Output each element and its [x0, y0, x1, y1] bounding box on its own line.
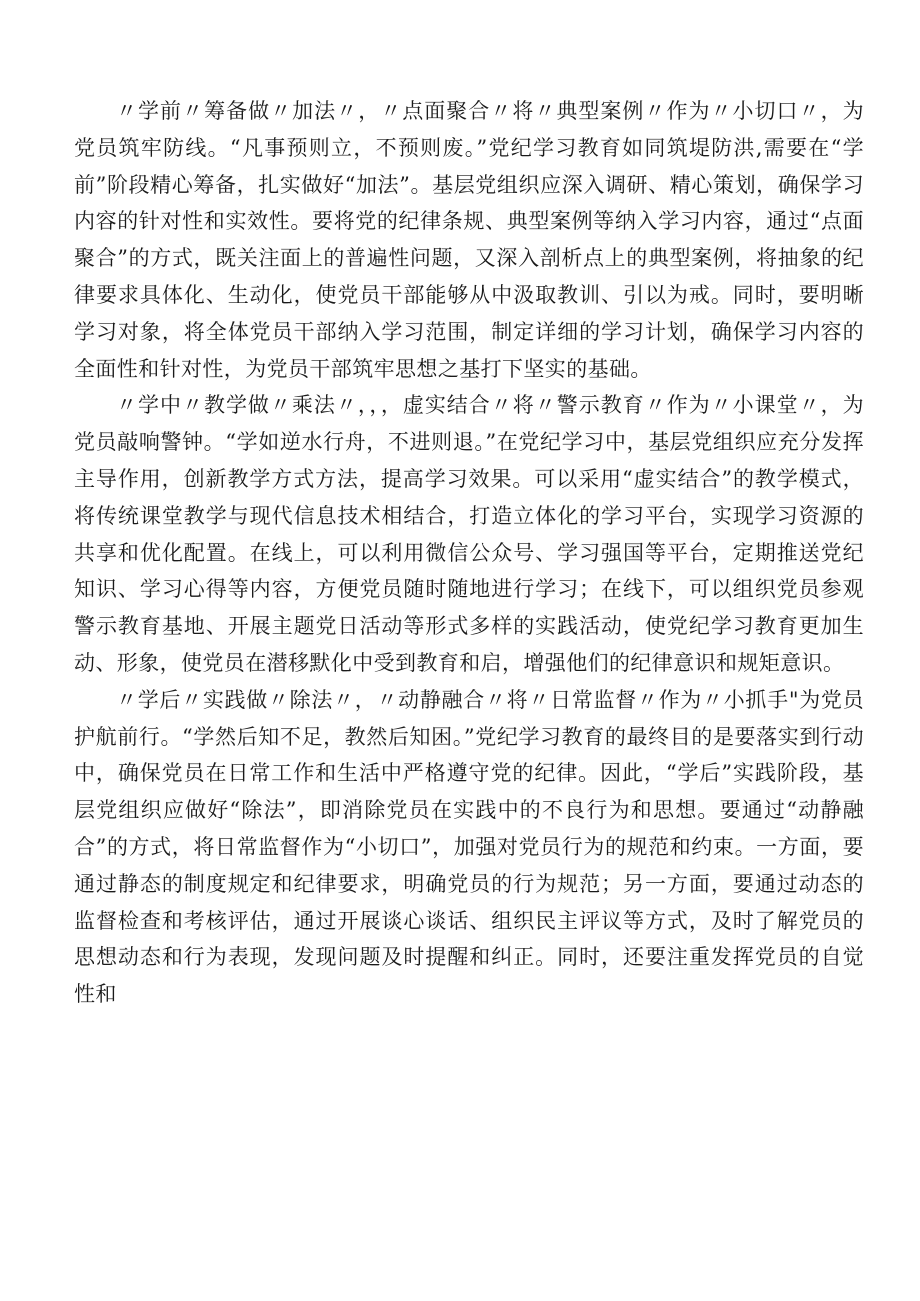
paragraph-during-study: 〃学中〃教学做〃乘法〃，，，虚实结合〃将〃警示教育〃作为〃小课堂〃，为党员敲响警钟。“学如逆水行舟，不进则退。”在党纪学习中，基层党组织应充分发挥主导作用，创新教学方式方法，提高学习效果。可以采用“虚实结合”的教学模式，将传统课堂教学与现代信息技术相结合，打造立体化的学习平台，实现学习资源的共享和优化配置。在线上，可以利用微信公众号、学习强国等平台，定期推送党纪知识、学习心得等内容，方便党员随时随地进行学习；在线下，可以组织党员参观警示教育基地、开展主题党日活动等形式多样的实践活动，使党纪学习教育更加生动、形象，使党员在潜移默化中受到教育和启，增强他们的纪律意识和规矩意识。	[74, 393, 864, 675]
document-page	[74, 93, 864, 1013]
paragraph-pre-study: 〃学前〃筹备做〃加法〃，〃点面聚合〃将〃典型案例〃作为〃小切口〃，为党员筑牢防线。“凡事预则立，不预则废。”党纪学习教育如同筑堤防洪,需要在“学前”阶段精心筹备，扎实做好“加法”。基层党组织应深入调研、精心策划，确保学习内容的针对性和实效性。要将党的纪律条规、典型案例等纳入学习内容，通过“点面聚合”的方式，既关注面上的普遍性问题，又深入剖析点上的典型案例，将抽象的纪律要求具体化、生动化，使党员干部能够从中汲取教训、引以为戒。同时，要明晰学习对象，将全体党员干部纳入学习范围，制定详细的学习计划，确保学习内容的全面性和针对性，为党员干部筑牢思想之基打下坚实的基础。	[74, 99, 864, 381]
paragraph-post-study: 〃学后〃实践做〃除法〃，〃动静融合〃将〃日常监督〃作为〃小抓手"为党员护航前行。“学然后知不足，教然后知困。”党纪学习教育的最终目的是要落实到行动中，确保党员在日常工作和生活中严格遵守党的纪律。因此，“学后”实践阶段，基层党组织应做好“除法”，即消除党员在实践中的不良行为和思想。要通过“动静融合”的方式，将日常监督作为“小切口”，加强对党员行为的规范和约束。一方面，要通过静态的制度规定和纪律要求，明确党员的行为规范；另一方面，要通过动态的监督检查和考核评估，通过开展谈心谈话、组织民主评议等方式，及时了解党员的思想动态和行为表现，发现问题及时提醒和纠正。同时，还要注重发挥党员的自觉性和	[74, 687, 864, 1007]
